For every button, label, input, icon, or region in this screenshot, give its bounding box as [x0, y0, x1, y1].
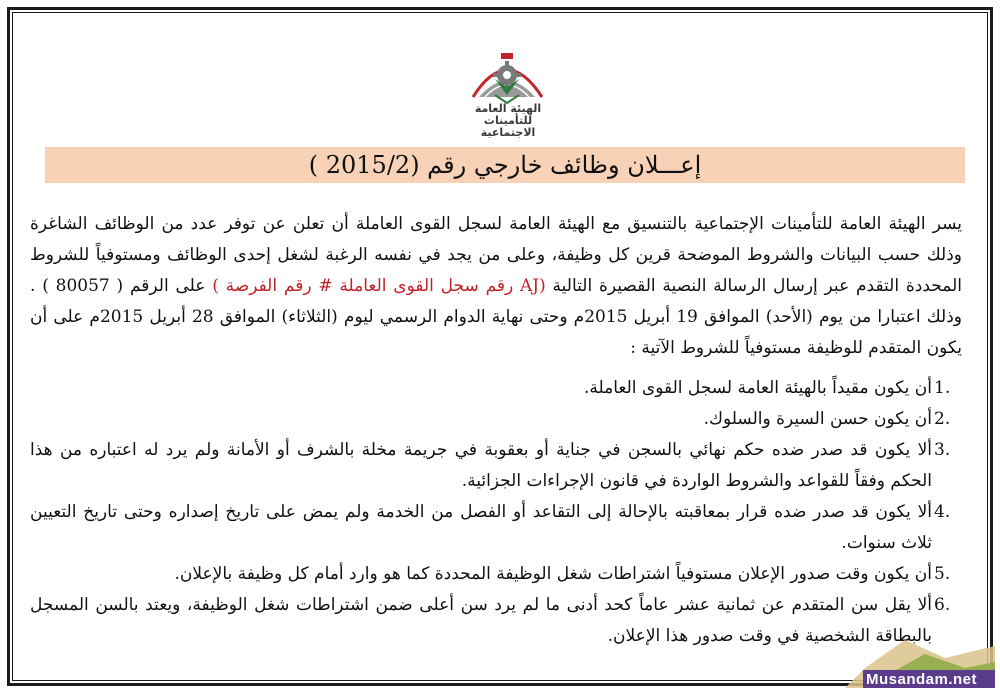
logo-caption-line2: للتأمينات الاجتماعية: [480, 114, 536, 139]
condition-item: [30, 404, 962, 435]
condition-number: 3.: [934, 440, 951, 460]
watermark-text: Musandam.net: [866, 671, 978, 688]
condition-item: [30, 590, 962, 652]
condition-text: أن يكون مقيداً بالهيئة العامة لسجل القوى العاملة.: [583, 378, 932, 398]
condition-number: 1.: [934, 378, 951, 398]
condition-number: 4.: [934, 502, 951, 522]
logo-caption: [462, 103, 554, 139]
logo-caption-line1: الهيئة العامة: [474, 102, 542, 115]
condition-text: ألا يكون قد صدر ضده قرار بمعاقبته بالإحالة إلى التقاعد أو الفصل من الخدمة ولم يمض على تاريخ إصداره وحتى تاريخ التعيين ثلاث سنوات.: [30, 502, 932, 553]
condition-number: 6.: [934, 595, 951, 615]
intro-paragraph: [30, 209, 962, 364]
sms-format-highlight: (AJ رقم سجل القوى العاملة # رقم الفرصة ): [212, 276, 546, 296]
condition-item: [30, 435, 962, 497]
intro-text-part2: على الرقم ( 80057 ) . وذلك اعتبارا من يوم (الأحد) الموافق 19 أبريل 2015م وحتى نهاية الدوام الرسمي ليوم (الثلاثاء) الموافق 28 أبريل 2015م على أن يكون المتقدم للوظيفة مستوفياً للشروط الآتية :: [30, 276, 962, 358]
condition-item: [30, 559, 962, 590]
condition-item: [30, 497, 962, 559]
page-title: إعـــلان وظائف خارجي رقم (2015/2 ): [308, 151, 702, 179]
intro-text-part1: يسر الهيئة العامة للتأمينات الإجتماعية بالتنسيق مع الهيئة العامة لسجل القوى العاملة أن تعلن عن توفر عدد من الوظائف الشاغرة وذلك حسب البيانات والشروط الموضحة قرين كل وظيفة، وعلى من يجد في نفسه الرغبة لشغل إحدى الوظائف ومستوفياً للشروط المحددة التقدم عبر إرسال الرسالة النصية القصيرة التالية: [30, 214, 962, 296]
condition-text: أن يكون حسن السيرة والسلوك.: [703, 409, 932, 429]
conditions-list: [30, 373, 962, 652]
condition-text: ألا يقل سن المتقدم عن ثمانية عشر عاماً كحد أدنى ما لم يرد سن أعلى ضمن اشتراطات شغل الوظيفة، ويعتد بالسن المسجل بالبطاقة الشخصية في وقت صدور هذا الإعلان.: [30, 595, 932, 646]
condition-number: 5.: [934, 564, 951, 584]
condition-text: أن يكون وقت صدور الإعلان مستوفياً اشتراطات شغل الوظيفة المحددة كما هو وارد أمام كل وظيفة بالإعلان.: [174, 564, 932, 584]
condition-number: 2.: [934, 409, 951, 429]
condition-text: ألا يكون قد صدر ضده حكم نهائي بالسجن في جناية أو بعقوبة في جريمة مخلة بالشرف أو الأمانة ولم يرد له اعتباره من هذا الحكم وفقاً للقواعد والشروط الواردة في قانون الإجراءات الجزائية.: [30, 440, 932, 491]
condition-item: [30, 373, 962, 404]
